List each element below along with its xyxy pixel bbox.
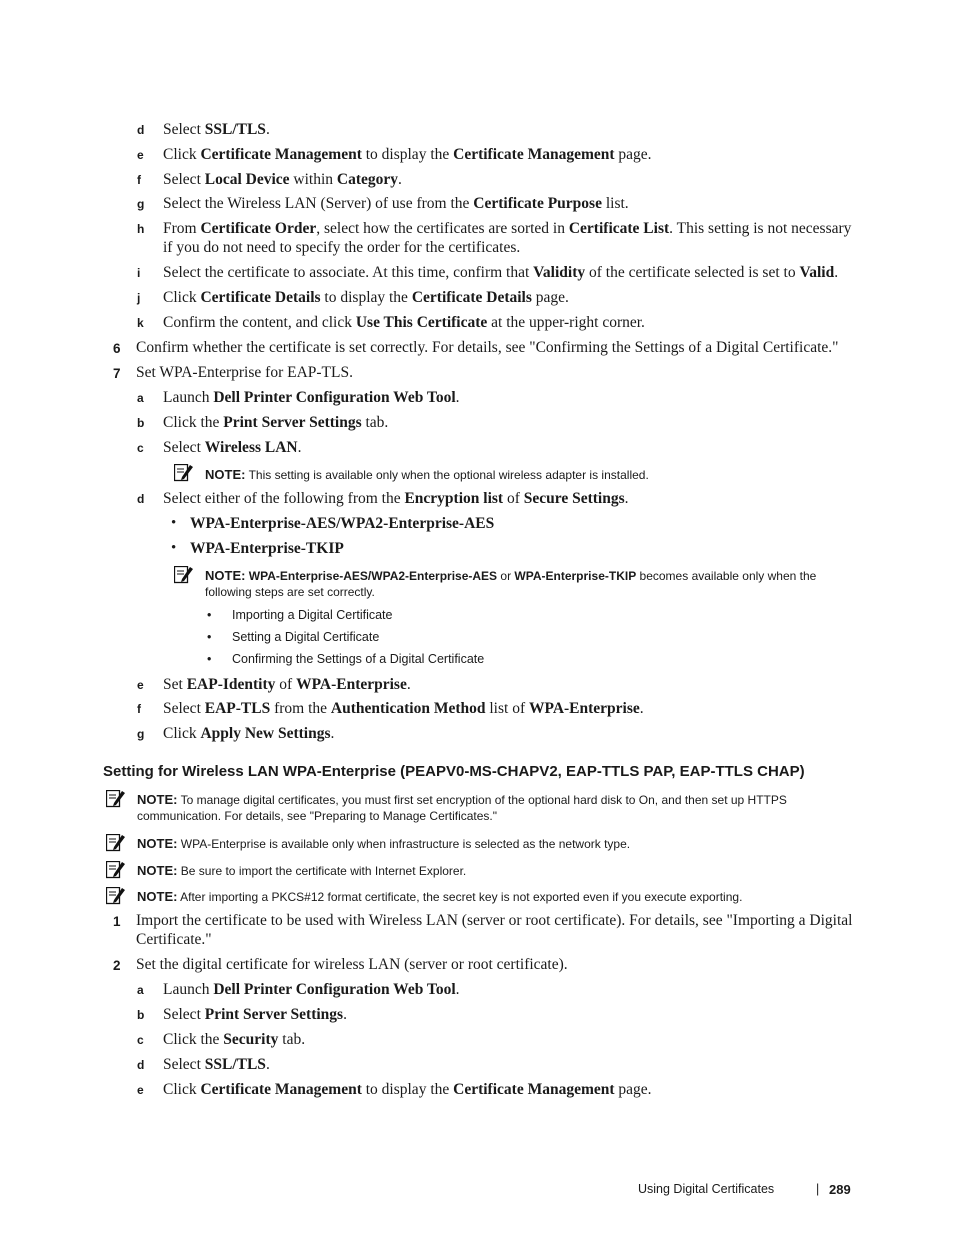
step-text — [163, 288, 569, 307]
step-text: Import the certificate to be used with Wireless LAN (server or root certificate). For details, see "Importing a Digital — [136, 912, 853, 929]
step-marker: k — [137, 316, 144, 330]
bold-term: Certificate Purpose — [473, 195, 602, 212]
footer-separator: | — [816, 1182, 820, 1196]
step-text — [163, 980, 460, 999]
footer-section-title: Using Digital Certificates — [638, 1182, 775, 1196]
step-marker: d — [137, 123, 145, 137]
note-label: NOTE: — [137, 836, 178, 851]
text-run: . — [265, 1056, 270, 1073]
note — [137, 791, 787, 809]
text-run: Select the Wireless LAN (Server) of use from the — [163, 195, 474, 212]
note-text: Be sure to import the certificate with Internet Explorer. — [177, 864, 467, 878]
text-run: Click — [163, 289, 201, 306]
step-marker: c — [137, 441, 144, 455]
step-text — [163, 699, 644, 718]
step-text-continued: Certificate." — [136, 931, 212, 948]
step-text — [163, 263, 838, 282]
bold-term: Certificate Management — [453, 1081, 615, 1098]
text-run: Click — [163, 1081, 201, 1098]
step-text — [163, 675, 411, 694]
step-text: Set the digital certificate for wireless LAN (server or root certificate). — [136, 956, 568, 973]
bullet-dot: • — [171, 540, 177, 556]
bold-term: Print Server Settings — [223, 414, 362, 431]
note — [205, 567, 816, 585]
text-run: Select — [163, 700, 205, 717]
text-run: of — [275, 676, 297, 693]
text-run: . — [406, 676, 411, 693]
note-label: NOTE: — [137, 863, 178, 878]
bold-term: Dell Printer Configuration Web Tool — [213, 981, 456, 998]
text-run: Launch — [163, 981, 214, 998]
bold-term: Valid — [799, 264, 835, 281]
note-bold-term: WPA-Enterprise-AES/WPA2-Enterprise-AES — [248, 569, 498, 583]
text-run: . — [265, 121, 270, 138]
text-run: of — [503, 490, 524, 507]
text-run: . — [297, 439, 302, 456]
text-run: Confirm the content, and click — [163, 314, 356, 331]
bold-term: Wireless LAN — [204, 439, 298, 456]
step-marker: i — [137, 266, 141, 280]
step-marker: d — [137, 492, 145, 506]
text-run: . — [834, 264, 839, 281]
bullet-item: WPA-Enterprise-AES/WPA2-Enterprise-AES — [190, 515, 495, 532]
note-text-continued: communication. For details, see "Preparing to Manage Certificates." — [137, 809, 498, 823]
step-marker: c — [137, 1033, 144, 1047]
bullet-dot: • — [171, 515, 177, 531]
bold-term: Apply New Settings — [200, 725, 331, 742]
note-pencil-icon — [106, 790, 126, 808]
step-text — [163, 120, 270, 139]
bold-term: Encryption list — [404, 490, 504, 507]
bold-term: Certificate Details — [200, 289, 321, 306]
step-marker: j — [137, 291, 141, 305]
step-marker: f — [137, 173, 141, 187]
text-run: . — [624, 490, 629, 507]
text-run: Select — [163, 439, 205, 456]
text-run: to display the — [361, 1081, 454, 1098]
note-text: WPA-Enterprise is available only when infrastructure is selected as the network type. — [177, 837, 631, 851]
bold-term: Certificate Management — [200, 1081, 362, 1098]
step-marker: a — [137, 391, 144, 405]
note-pencil-icon — [106, 834, 126, 852]
text-run: Click — [163, 146, 201, 163]
sub-bullet-dot: • — [207, 652, 212, 666]
bold-term: Certificate Management — [453, 146, 615, 163]
note-label: NOTE: — [137, 792, 178, 807]
text-run: list of — [485, 700, 529, 717]
step-number: 2 — [113, 958, 121, 973]
bold-term: Category — [336, 171, 399, 188]
step-text — [163, 1080, 652, 1099]
step-marker: b — [137, 416, 145, 430]
text-run: if you do not need to specify the order for the certificates. — [163, 239, 521, 256]
text-run: . — [398, 171, 402, 188]
step-text — [163, 194, 629, 213]
note-text: becomes available only when the — [636, 569, 817, 583]
text-run: at the upper-right corner. — [487, 314, 645, 331]
text-run: Click — [163, 725, 201, 742]
step-text — [163, 1055, 270, 1074]
sub-bullet-dot: • — [207, 630, 212, 644]
note — [137, 835, 630, 853]
note-label: NOTE: — [137, 889, 178, 904]
bold-term: Dell Printer Configuration Web Tool — [213, 389, 456, 406]
bold-term: WPA-Enterprise — [296, 676, 407, 693]
note-text: To manage digital certificates, you must first set encryption of the optional hard disk to On, and then set up HTTPS — [177, 793, 787, 807]
note-pencil-icon — [174, 464, 194, 482]
step-number: 1 — [113, 914, 121, 929]
bold-term: Print Server Settings — [204, 1006, 344, 1023]
note — [137, 888, 742, 906]
bold-term: Local Device — [204, 171, 290, 188]
text-run: Set — [163, 676, 187, 693]
sub-bullet-dot: • — [207, 608, 212, 622]
text-run: tab. — [278, 1031, 306, 1048]
sub-bullet-item: Setting a Digital Certificate — [232, 630, 380, 644]
step-text: Confirm whether the certificate is set correctly. For details, see "Confirming the Settings of a Digital Certificate." — [136, 339, 839, 356]
text-run: Launch — [163, 389, 214, 406]
step-number: 6 — [113, 341, 121, 356]
step-text — [163, 724, 334, 743]
bold-term: Certificate Details — [411, 289, 532, 306]
step-marker: h — [137, 222, 145, 236]
bold-term: WPA-Enterprise — [529, 700, 640, 717]
bold-term: EAP-TLS — [204, 700, 271, 717]
text-run: page. — [614, 1081, 652, 1098]
text-run: Select the certificate to associate. At this time, confirm that — [163, 264, 534, 281]
bold-term: SSL/TLS — [204, 121, 266, 138]
bold-term: Certificate Management — [200, 146, 362, 163]
text-run: to display the — [320, 289, 412, 306]
note-bold-term: WPA-Enterprise-TKIP — [514, 569, 637, 583]
step-text — [163, 1030, 305, 1049]
step-text — [163, 1005, 347, 1024]
section-heading: Setting for Wireless LAN WPA-Enterprise (PEAPV0-MS-CHAPV2, EAP-TTLS PAP, EAP-TTLS CHAP) — [103, 763, 805, 780]
bold-term: Security — [223, 1031, 279, 1048]
sub-bullet-item: Importing a Digital Certificate — [232, 608, 393, 622]
step-text: Set WPA-Enterprise for EAP-TLS. — [136, 364, 353, 381]
step-marker: f — [137, 702, 141, 716]
text-run: page. — [531, 289, 569, 306]
step-marker: g — [137, 727, 145, 741]
note-text: or — [497, 569, 515, 583]
step-marker: e — [137, 148, 144, 162]
text-run: Select — [163, 121, 205, 138]
note — [205, 466, 649, 484]
text-run: Select — [163, 171, 205, 188]
step-text — [163, 388, 460, 407]
text-run: . — [639, 700, 644, 717]
text-run: . This setting is not necessary — [669, 220, 852, 237]
bold-term: Validity — [533, 264, 586, 281]
text-run: of the certificate selected is set to — [585, 264, 800, 281]
text-run: . — [455, 981, 460, 998]
bold-term: Certificate List — [568, 220, 670, 237]
step-marker: e — [137, 678, 144, 692]
bullet-item: WPA-Enterprise-TKIP — [190, 540, 344, 557]
text-run: Select — [163, 1006, 205, 1023]
text-run: Select — [163, 1056, 205, 1073]
bold-term: Use This Certificate — [355, 314, 488, 331]
note — [137, 862, 466, 880]
bold-term: SSL/TLS — [204, 1056, 266, 1073]
step-marker: d — [137, 1058, 145, 1072]
text-run: , select how the certificates are sorted in — [316, 220, 569, 237]
step-text — [163, 438, 301, 457]
bold-term: Authentication Method — [330, 700, 486, 717]
bold-term: Certificate Order — [200, 220, 317, 237]
text-run: to display the — [361, 146, 454, 163]
page-number: 289 — [829, 1182, 851, 1197]
bold-term: Secure Settings — [523, 490, 625, 507]
note-text: This setting is available only when the optional wireless adapter is installed. — [245, 468, 649, 482]
note-pencil-icon — [106, 861, 126, 879]
step-marker: e — [137, 1083, 144, 1097]
text-run: Click the — [163, 414, 224, 431]
step-text — [163, 413, 388, 432]
step-marker: a — [137, 983, 144, 997]
step-text-continued — [163, 238, 520, 257]
note-label: NOTE: — [205, 568, 246, 583]
text-run: Select either of the following from the — [163, 490, 405, 507]
text-run: page. — [614, 146, 652, 163]
step-text — [163, 219, 851, 238]
step-marker: g — [137, 197, 145, 211]
text-run: . — [343, 1006, 347, 1023]
bold-term: EAP-Identity — [186, 676, 276, 693]
step-number: 7 — [113, 366, 121, 381]
step-text — [163, 170, 402, 189]
note-text: After importing a PKCS#12 format certificate, the secret key is not exported even if you execute exporting. — [177, 890, 743, 904]
text-run: tab. — [361, 414, 389, 431]
text-run: From — [163, 220, 201, 237]
step-marker: b — [137, 1008, 145, 1022]
note-pencil-icon — [174, 566, 194, 584]
sub-bullet-item: Confirming the Settings of a Digital Certificate — [232, 652, 485, 666]
text-run: from the — [270, 700, 331, 717]
text-run: list. — [601, 195, 629, 212]
text-run: within — [289, 171, 337, 188]
step-text — [163, 145, 652, 164]
note-pencil-icon — [106, 887, 126, 905]
text-run: . — [330, 725, 335, 742]
note-label: NOTE: — [205, 467, 246, 482]
text-run: . — [455, 389, 460, 406]
step-text — [163, 313, 645, 332]
text-run: Click the — [163, 1031, 224, 1048]
step-text — [163, 489, 629, 508]
note-text-continued: following steps are set correctly. — [205, 585, 375, 599]
